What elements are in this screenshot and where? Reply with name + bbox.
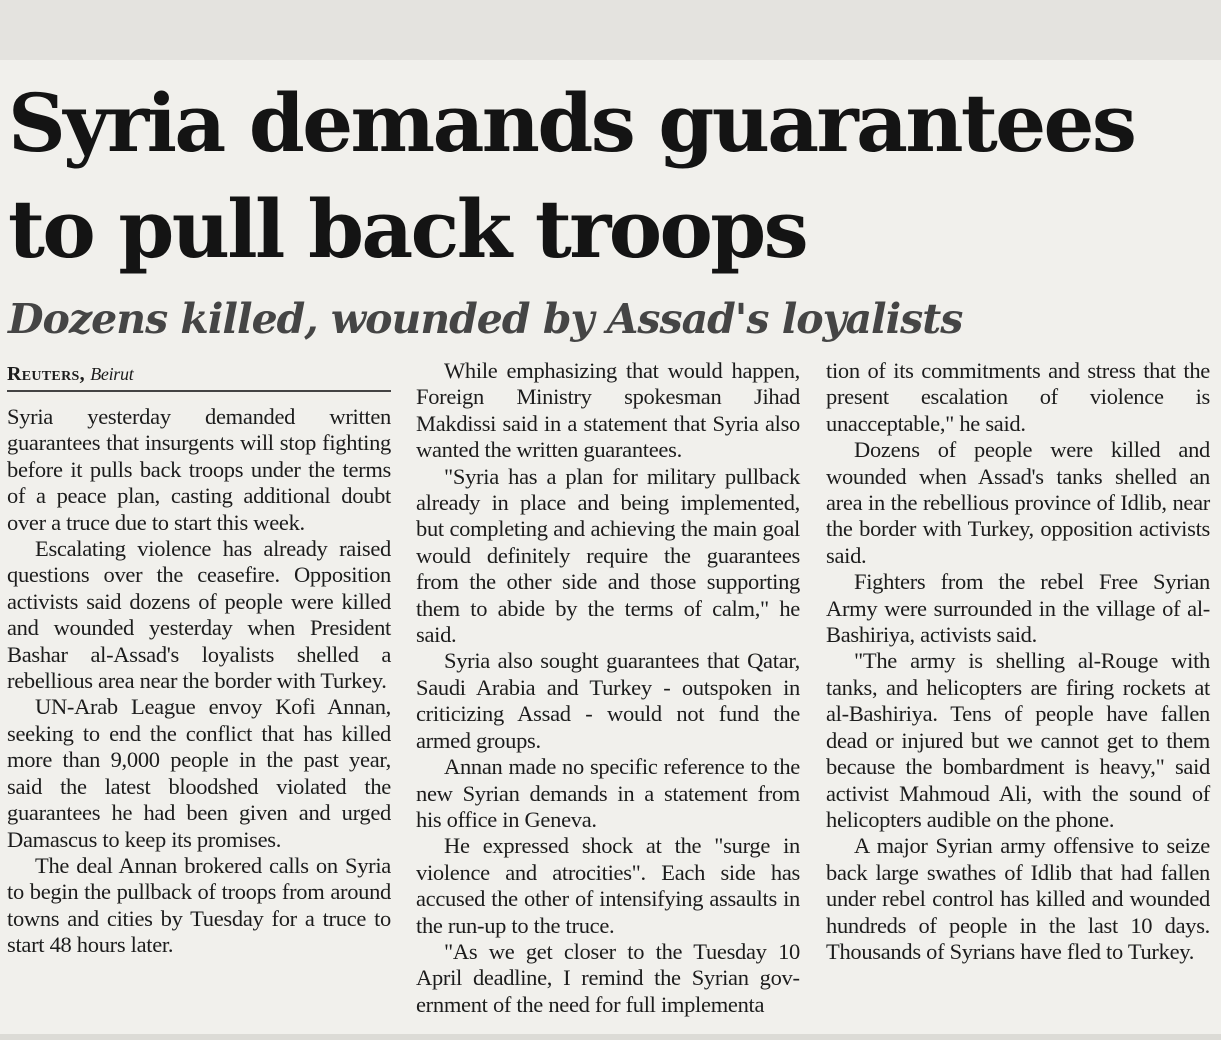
- paragraph: Fighters from the rebel Free Syrian Army were surrounded in the village of al-Bashiriya, activists said.: [826, 569, 1210, 648]
- paragraph: "As we get closer to the Tuesday 10 April deadline, I remind the Syrian government of the need for full implementa: [416, 938, 800, 1017]
- article-column-3: [826, 358, 1210, 965]
- byline-agency: Reuters,: [7, 363, 85, 385]
- paragraph: While emphasizing that would happen, Foreign Ministry spokesman Jihad Makdissi said in a statement that Syria also wanted the written guarantees.: [416, 358, 800, 463]
- paragraph: "Syria has a plan for military pullback already in place and being implemented, but completing and achieving the main goal would definitely require the guarantees from the other side and those supporting them to abide by the terms of calm," he said.: [416, 463, 800, 648]
- paragraph: Syria yesterday demanded written guarantees that insurgents will stop fighting before it pulls back troops under the terms of a peace plan, casting additional doubt over a truce due to start this week.: [7, 404, 391, 535]
- paragraph: "The army is shelling al-Rouge with tanks, and helicopters are firing rockets at al-Bashiriya. Tens of people have fallen dead or injured but we cannot get to them because the bombardment is heavy," said activist Mahmoud Ali, with the sound of helicopters audible on the phone.: [826, 648, 1210, 832]
- paragraph: UN-Arab League envoy Kofi Annan, seeking to end the conflict that has killed more than 9,000 people in the past year, said the latest bloodshed violated the guarantees he had been given and urged Damascus to keep its promises.: [7, 694, 391, 852]
- article-column-1: [7, 358, 391, 959]
- paragraph: A major Syrian army offensive to seize back large swathes of Idlib that had fallen under rebel control has killed and wounded hundreds of people in the last 10 days. Thousands of Syrians have fled to Turkey.: [826, 833, 1210, 964]
- paragraph: Annan made no specific reference to the new Syrian demands in a statement from his office in Geneva.: [416, 754, 800, 832]
- subheadline: Dozens killed, wounded by Assad's loyalists: [8, 295, 963, 343]
- headline-line-2: to pull back troops: [8, 182, 807, 276]
- byline-dateline: Beirut: [90, 364, 134, 384]
- paragraph: The deal Annan brokered calls on Syria to begin the pullback of troops from around towns and cities by Tuesday for a truce to start 48 hours later.: [7, 852, 391, 958]
- headline-line-1: Syria demands guarantees: [8, 76, 1135, 170]
- headline: [8, 70, 1218, 282]
- paragraph: tion of its commitments and stress that the present escalation of violence is unacceptable," he said.: [826, 358, 1210, 436]
- byline: [7, 358, 391, 392]
- paragraph: Syria also sought guarantees that Qatar, Saudi Arabia and Turkey - outspoken in criticizing Assad - would not fund the armed groups.: [416, 648, 800, 753]
- paragraph: Dozens of people were killed and wounded when Assad's tanks shelled an area in the rebellious province of Idlib, near the border with Turkey, opposition activists said.: [826, 437, 1210, 568]
- scan-bottom-edge: [0, 1034, 1221, 1040]
- scan-top-margin: [0, 0, 1221, 60]
- paragraph: He expressed shock at the "surge in violence and atrocities". Each side has accused the other of intensifying assaults in the run-up to the truce.: [416, 833, 800, 938]
- paragraph: Escalating violence has already raised questions over the ceasefire. Opposition activists said dozens of people were killed and wounded yesterday when President Bashar al-Assad's loyalists shelled a rebellious area near the border with Turkey.: [7, 536, 391, 694]
- article-column-2: [416, 358, 800, 1018]
